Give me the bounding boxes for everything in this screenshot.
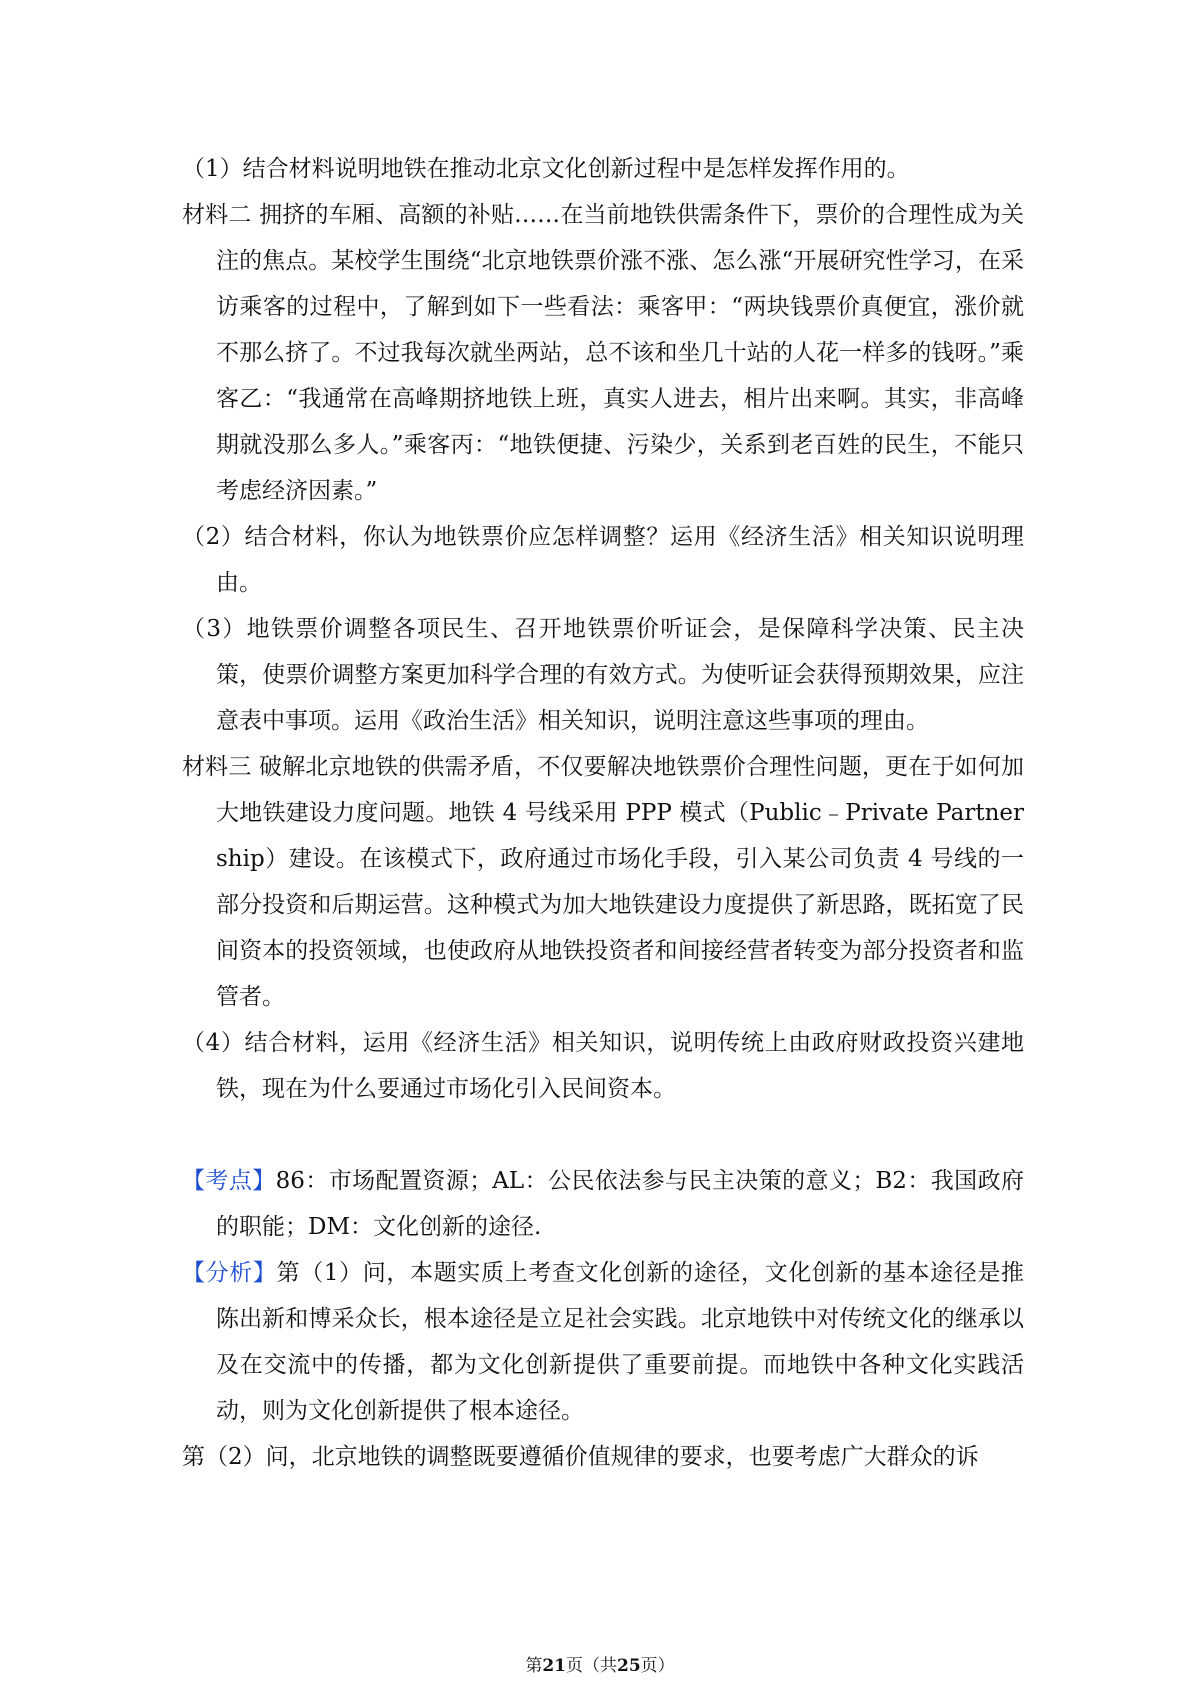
fenxi-label: 【分析】 [182, 1260, 277, 1286]
material-3: 材料三 破解北京地铁的供需矛盾，不仅要解决地铁票价合理性问题，更在于如何加大地铁建设力度问题。地铁 4 号线采用 PPP 模式（Public﹣Private Partnership）建设。在该模式下，政府通过市场化手段，引入某公司负责 4 号线的一部分投资和后期运营。这种模式为加大地铁建设力度提供了新思路，既拓宽了民间资本的投资领域，也使政府从地铁投资者和间接经营者转变为部分投资者和监管者。 [182, 754, 1024, 1010]
question-2: （2）结合材料，你认为地铁票价应怎样调整？运用《经济生活》相关知识说明理由。 [182, 524, 1024, 596]
kaodian-paragraph [182, 1158, 1024, 1250]
fenxi-paragraph [182, 1250, 1024, 1434]
page-footer [0, 1654, 1200, 1678]
footer-prefix: 第 [525, 1656, 543, 1676]
fenxi-text: 第（1）问，本题实质上考查文化创新的途径，文化创新的基本途径是推陈出新和博采众长，根本途径是立足社会实践。北京地铁中对传统文化的继承以及在交流中的传播，都为文化创新提供了重要前提。而地铁中各种文化实践活动，则为文化创新提供了根本途径。 [216, 1260, 1024, 1424]
footer-total-pages: 25 [617, 1656, 641, 1676]
section-spacer [182, 1112, 1024, 1158]
footer-suffix: 页） [640, 1656, 675, 1676]
footer-middle: 页（共 [566, 1656, 617, 1676]
analysis-q2: 第（2）问，北京地铁的调整既要遵循价值规律的要求，也要考虑广大群众的诉 [182, 1444, 979, 1470]
question-1: （1）结合材料说明地铁在推动北京文化创新过程中是怎样发挥作用的。 [182, 156, 910, 182]
question-3: （3）地铁票价调整各项民生、召开地铁票价听证会，是保障科学决策、民主决策，使票价调整方案更加科学合理的有效方式。为使听证会获得预期效果，应注意表中事项。运用《政治生活》相关知识，说明注意这些事项的理由。 [182, 616, 1024, 734]
kaodian-label: 【考点】 [182, 1168, 276, 1194]
page-content [182, 146, 1024, 1480]
question-4: （4）结合材料，运用《经济生活》相关知识，说明传统上由政府财政投资兴建地铁，现在为什么要通过市场化引入民间资本。 [182, 1030, 1024, 1102]
footer-current-page: 21 [542, 1656, 566, 1676]
material-2: 材料二 拥挤的车厢、高额的补贴……在当前地铁供需条件下，票价的合理性成为关注的焦点。某校学生围绕“北京地铁票价涨不涨、怎么涨“开展研究性学习，在采访乘客的过程中，了解到如下一些看法：乘客甲：“两块钱票价真便宜，涨价就不那么挤了。不过我每次就坐两站，总不该和坐几十站的人花一样多的钱呀。”乘客乙：“我通常在高峰期挤地铁上班，真实人进去，相片出来啊。其实，非高峰期就没那么多人。”乘客丙：“地铁便捷、污染少，关系到老百姓的民生，不能只考虑经济因素。” [182, 202, 1024, 504]
kaodian-text: 86：市场配置资源；AL：公民依法参与民主决策的意义；B2：我国政府的职能；DM：文化创新的途径. [216, 1168, 1025, 1240]
